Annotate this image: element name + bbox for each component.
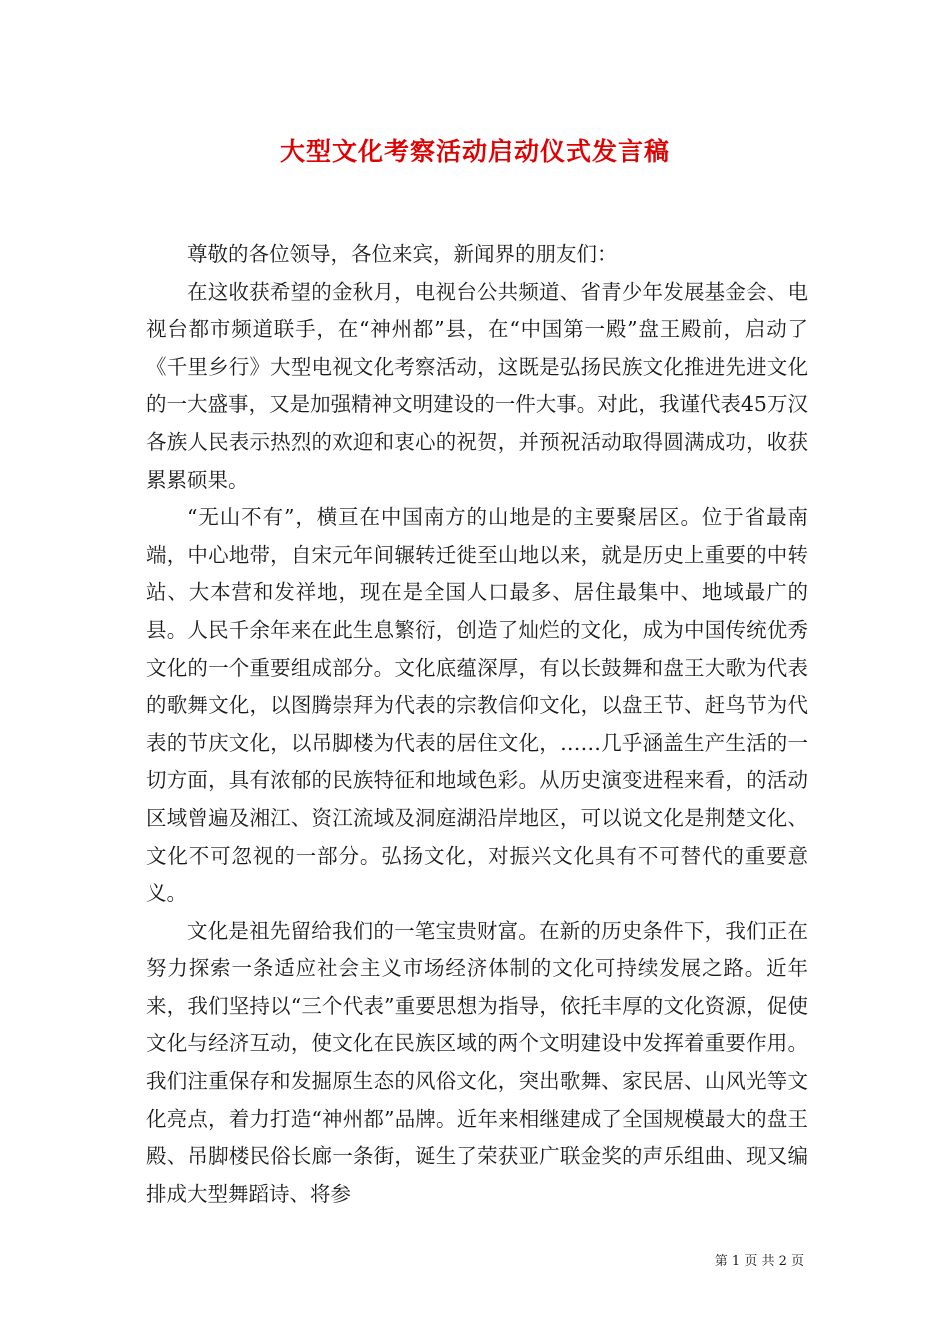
document-title: 大型文化考察活动启动仪式发言稿: [279, 137, 670, 166]
paragraph-3: 文化是祖先留给我们的一笔宝贵财富。在新的历史条件下，我们正在努力探索一条适应社会主义市场经济体制的文化可持续发展之路。近年来，我们坚持以“三个代表”重要思想为指导，依托丰厚的文化资源，促使文化与经济互动，使文化在民族区域的两个文明建设中发挥着重要作用。我们注重保存和发掘原生态的风俗文化，突出歌舞、家民居、山风光等文化亮点，着力打造“神州都”品牌。近年来相继建成了全国规模最大的盘王殿、吊脚楼民俗长廊一条街，诞生了荣获亚广联金奖的声乐组曲、现又编排成大型舞蹈诗、将参: [146, 918, 808, 1206]
salutation: 尊敬的各位领导，各位来宾，新闻界的朋友们：: [187, 242, 618, 266]
document-body: [146, 236, 808, 1213]
paragraph-2: “无山不有”，横亘在中国南方的山地是的主要聚居区。位于省最南端，中心地带，自宋元年间辗转迁徙至山地以来，就是历史上重要的中转站、大本营和发祥地，现在是全国人口最多、居住最集中、地域最广的县。人民千余年来在此生息繁衍，创造了灿烂的文化，成为中国传统优秀文化的一个重要组成部分。文化底蕴深厚，有以长鼓舞和盘王大歌为代表的歌舞文化，以图腾崇拜为代表的宗教信仰文化，以盘王节、赶鸟节为代表的节庆文化，以吊脚楼为代表的居住文化，……几乎涵盖生产生活的一切方面，具有浓郁的民族特征和地域色彩。从历史演变进程来看，的活动区域曾遍及湘江、资江流域及洞庭湖沿岸地区，可以说文化是荆楚文化、文化不可忽视的一部分。弘扬文化，对振兴文化具有不可替代的重要意义。: [146, 505, 808, 906]
page-number: 第 1 页 共 2 页: [714, 1254, 804, 1269]
paragraph-1: 在这收获希望的金秋月，电视台公共频道、省青少年发展基金会、电视台都市频道联手，在“神州都”县，在“中国第一殿”盘王殿前，启动了《千里乡行》大型电视文化考察活动，这既是弘扬民族文化推进先进文化的一大盛事，又是加强精神文明建设的一件大事。对此，我谨代表45万汉各族人民表示热烈的欢迎和衷心的祝贺，并预祝活动取得圆满成功，收获累累硕果。: [146, 279, 808, 492]
